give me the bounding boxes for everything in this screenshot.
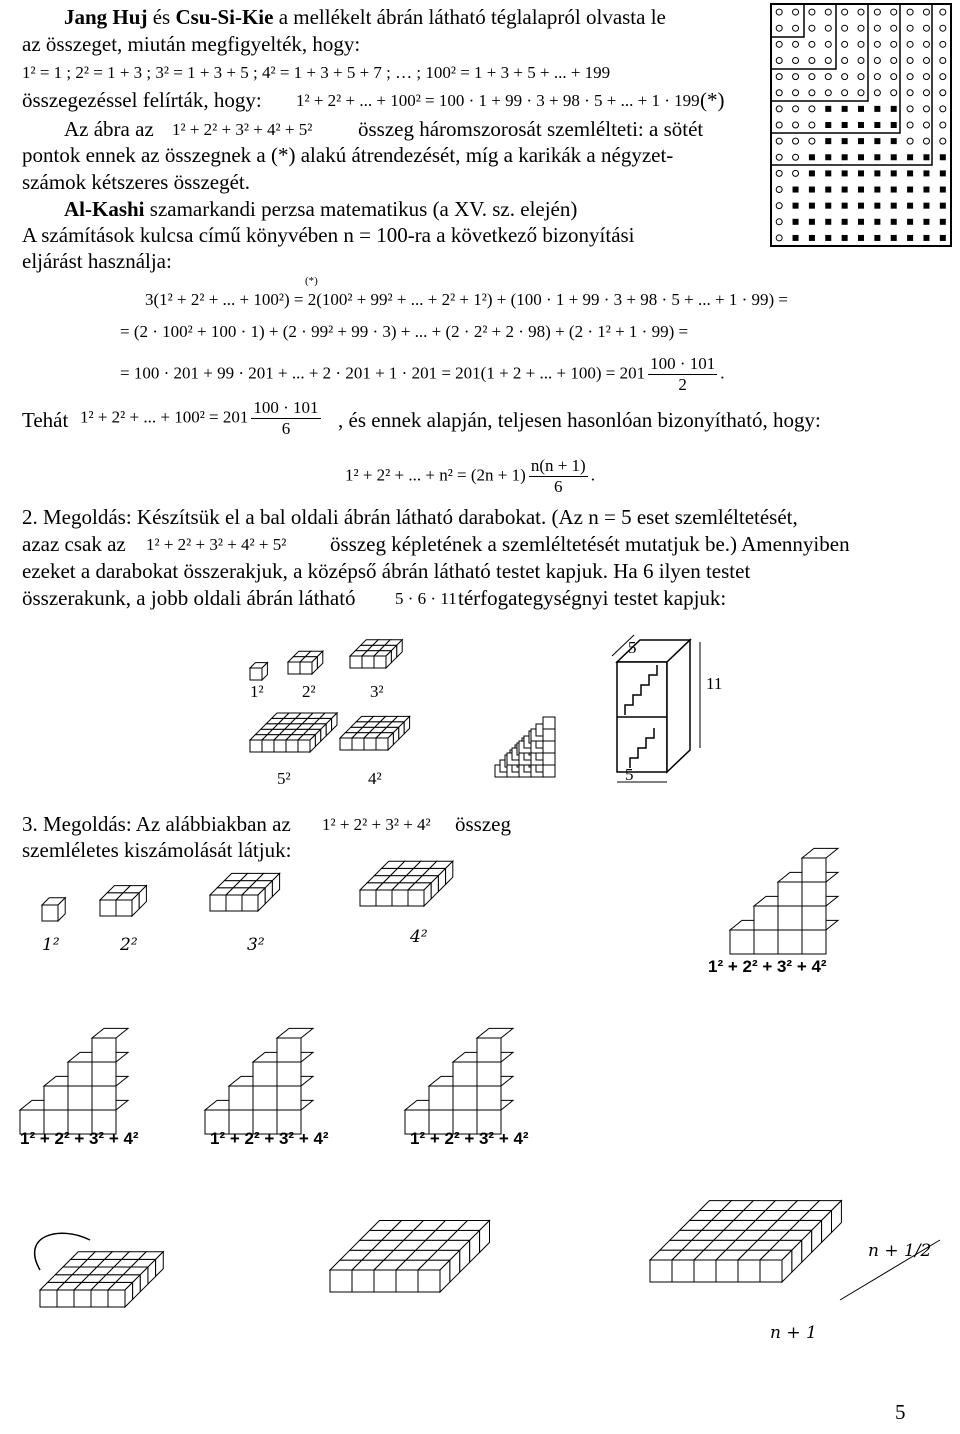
cube-front-face <box>716 1260 738 1282</box>
cube-front-face <box>74 1290 91 1307</box>
label-5-squared: 5² <box>277 769 291 788</box>
cube-front-face <box>396 1270 418 1292</box>
sum-label-2: 1² + 2² + 3² + 4² <box>210 1129 329 1148</box>
cube-front-face <box>242 895 258 911</box>
hand-drawn-final-blocks <box>35 1201 940 1307</box>
cube-front-face <box>100 900 116 916</box>
cube-front-face <box>392 890 408 906</box>
hand-piece-2 <box>100 886 146 916</box>
star-marker: (*) <box>700 88 725 112</box>
hand-drawn-square-layers <box>42 861 453 921</box>
dimension-n-plus-1: n + 1 <box>770 1323 817 1343</box>
period: . <box>590 465 595 485</box>
fraction-denominator: 6 <box>554 477 563 496</box>
intro-line-7: számok kétszeres összegét. <box>22 170 250 194</box>
hand-stair-cube <box>802 882 826 906</box>
alkashi-line-2: A számítások kulcsa című könyvében n = 100-ra a következő bizonyítási <box>22 223 635 247</box>
general-formula-lhs: 1² + 2² + ... + n² = (2n + 1) <box>345 465 526 485</box>
conclusion-rest: , és ennek alapján, teljesen hasonlóan bizonyítható, hogy: <box>338 408 821 432</box>
hand-piece-4 <box>360 861 453 906</box>
hand-stair-cube <box>253 1086 277 1110</box>
cube-front-face <box>210 895 226 911</box>
hand-stair-cube <box>277 1086 301 1110</box>
cube-front-face <box>738 1260 760 1282</box>
sum-label-top: 1² + 2² + 3² + 4² <box>708 957 827 976</box>
proof-equation-3-main: = 100 · 201 + 99 · 201 + ... + 2 · 201 + 1 · 201 = 201(1 + 2 + ... + 100) = 201 <box>120 363 646 383</box>
intro-line-6: pontok ennek az összegnek a (*) alakú átrendezését, míg a karikák a négyzet- <box>22 143 674 167</box>
page-number: 5 <box>895 1400 906 1424</box>
label-4-squared: 4² <box>368 769 382 788</box>
solution3-line-1a: 3. Megoldás: Az alábbiakban az <box>22 812 291 836</box>
hand-stair-cube <box>229 1086 253 1110</box>
hand-stair-cube <box>477 1062 501 1086</box>
hand-stair-cube <box>277 1062 301 1086</box>
conjunction: és <box>147 5 176 29</box>
star-reference: (*) <box>305 275 318 287</box>
box-top-dimension: 5 <box>628 638 637 657</box>
sum-label-1: 1² + 2² + 3² + 4² <box>20 1129 139 1148</box>
solution3-sum: 1² + 2² + 3² + 4² <box>322 815 431 834</box>
volume-product: 5 · 6 · 11 <box>395 589 457 608</box>
staircase-row-1 <box>20 1028 128 1134</box>
alkashi-line-1-rest: szamarkandi perzsa matematikus (a XV. sz. elején) <box>144 197 578 221</box>
cube-front-face <box>760 1260 782 1282</box>
hand-stair-cube <box>429 1086 453 1110</box>
hand-stair-cube <box>754 906 778 930</box>
hand-stair-cube <box>477 1038 501 1062</box>
hand-stair-cube <box>778 930 802 954</box>
cube-front-face <box>374 1270 396 1292</box>
solution2-line-2c: összeg képletének a szemléltetését mutatjuk be.) Amennyiben <box>330 532 850 556</box>
hand-stair-cube <box>68 1062 92 1086</box>
box-width-dimension: 5 <box>625 765 634 784</box>
cube-front-face <box>116 900 132 916</box>
cube-front-face <box>91 1290 108 1307</box>
hand-stair-cube <box>92 1086 116 1110</box>
cube-front-face <box>226 895 242 911</box>
cube-front-face <box>408 890 424 906</box>
cube-front-face <box>672 1260 694 1282</box>
cube-front-face <box>418 1270 440 1292</box>
cube-front-face <box>108 1290 125 1307</box>
cube-front-face <box>40 1290 57 1307</box>
solution3-line-2: szemléletes kiszámolását látjuk: <box>22 838 292 862</box>
cube-front-face <box>376 890 392 906</box>
intro-line-5a: Az ábra az <box>64 117 154 141</box>
solution2-line-2a: azaz csak az <box>22 532 126 556</box>
hand-stair-cube <box>453 1086 477 1110</box>
cube-front-face <box>694 1260 716 1282</box>
intro-line-2: az összeget, miután megfigyelték, hogy: <box>22 32 361 56</box>
fraction-numerator: 100 · 101 <box>253 398 319 417</box>
solution3-line-1c: összeg <box>455 812 511 836</box>
fraction-denominator: 6 <box>281 419 291 438</box>
hand-stair-cube <box>92 1062 116 1086</box>
hand-stair-top <box>802 848 838 858</box>
solution2-line-4c: térfogategységnyi testet kapjuk: <box>458 586 727 610</box>
hand-flat-slab <box>40 1252 163 1307</box>
hand-stair-cube <box>44 1086 68 1110</box>
solution2-line-3: ezeket a darabokat összerakjuk, a középső ábrán látható testet kapjuk. Ha 6 ilyen testet <box>22 559 751 583</box>
hand-stair-cube <box>68 1086 92 1110</box>
hand-label-4-squared: 4² <box>410 927 428 947</box>
staircase-top-right <box>730 848 838 954</box>
odd-sum-identities: 1² = 1 ; 2² = 1 + 3 ; 3² = 1 + 3 + 5 ; 4² = 1 + 3 + 5 + 7 ; … ; 100² = 1 + 3 + 5 + ... + 199 <box>22 63 611 82</box>
hand-stair-cube <box>802 906 826 930</box>
sum-label-3: 1² + 2² + 3² + 4² <box>410 1129 529 1148</box>
hand-label-2-squared: 2² <box>120 935 138 955</box>
hand-label-3-squared: 3² <box>247 935 265 955</box>
hand-stair-top <box>92 1028 128 1038</box>
cube-front-face <box>57 1290 74 1307</box>
proof-equation-2: = (2 · 100² + 100 · 1) + (2 · 99² + 99 · 3) + ... + (2 · 2² + 2 · 98) + (2 · 1² + 1 · 99) = <box>120 322 689 341</box>
label-1-squared: 1² <box>250 682 264 701</box>
staircase-row-3 <box>405 1028 513 1134</box>
period: . <box>720 363 725 383</box>
hand-stair-cube <box>253 1062 277 1086</box>
hand-stair-top <box>477 1028 513 1038</box>
solution2-line-1: 2. Megoldás: Készítsük el a bal oldali ábrán látható darabokat. (Az n = 5 eset szemléltetését, <box>22 505 798 529</box>
cube-front-face <box>352 1270 374 1292</box>
hand-piece-1 <box>42 898 65 921</box>
fraction-numerator: n(n + 1) <box>530 456 586 475</box>
staircase-row-2 <box>205 1028 313 1134</box>
hand-piece-3 <box>210 873 280 911</box>
proof-equation-1: 3(1² + 2² + ... + 100²) = 2(100² + 99² + ... + 2² + 1²) + (100 · 1 + 99 · 3 + 98 · 5 + ... + 1 · 99) = <box>145 290 789 309</box>
intro-line-5c: összeg háromszorosát szemlélteti: a sötét <box>358 117 704 141</box>
conclusion-lhs: 1² + 2² + ... + 100² = 201 <box>80 407 249 427</box>
label-2-squared: 2² <box>302 682 316 701</box>
label-3-squared: 3² <box>370 682 384 701</box>
hand-stair-cube <box>802 930 826 954</box>
hand-block-right <box>650 1201 841 1282</box>
intro-line-4-text: összegezéssel felírták, hogy: <box>22 88 262 112</box>
solution2-line-4a: összerakunk, a jobb oldali ábrán látható <box>22 586 356 610</box>
cube-front-face <box>42 905 58 921</box>
hand-stair-cube <box>453 1062 477 1086</box>
hand-stair-cube <box>92 1038 116 1062</box>
hand-stair-cube <box>802 858 826 882</box>
hand-stair-cube <box>754 930 778 954</box>
hand-stair-top <box>277 1028 313 1038</box>
hand-stair-cube <box>477 1086 501 1110</box>
cube-front-face <box>650 1260 672 1282</box>
solution2-sum: 1² + 2² + 3² + 4² + 5² <box>146 535 287 554</box>
box-height-dimension: 11 <box>706 674 723 693</box>
hand-stair-cube <box>778 882 802 906</box>
fraction-numerator: 100 · 101 <box>650 354 716 373</box>
hand-stair-cube <box>778 906 802 930</box>
fraction-denominator: 2 <box>678 375 687 394</box>
hand-block-middle <box>330 1221 490 1293</box>
hand-label-1-squared: 1² <box>42 935 60 955</box>
intro-line-1-rest: a mellékelt ábrán látható téglalapról olvasta le <box>273 5 666 29</box>
sum-of-squares-5: 1² + 2² + 3² + 4² + 5² <box>172 120 313 139</box>
author-al-kashi: Al-Kashi <box>64 197 145 221</box>
alkashi-line-3: eljárást használja: <box>22 249 172 273</box>
cube-front-face <box>330 1270 352 1292</box>
hand-stair-cube <box>730 930 754 954</box>
cube-front-face <box>360 890 376 906</box>
author-csu-si-kie: Csu-Si-Kie <box>175 5 274 29</box>
dimension-n-plus-half: n + 1/2 <box>868 1241 932 1261</box>
conclusion-word: Tehát <box>22 408 69 432</box>
reordered-sum-formula: 1² + 2² + ... + 100² = 100 · 1 + 99 · 3 + 98 · 5 + ... + 1 · 199 <box>296 91 700 110</box>
hand-stair-cube <box>277 1038 301 1062</box>
author-jang-huj: Jang Huj <box>64 5 148 29</box>
